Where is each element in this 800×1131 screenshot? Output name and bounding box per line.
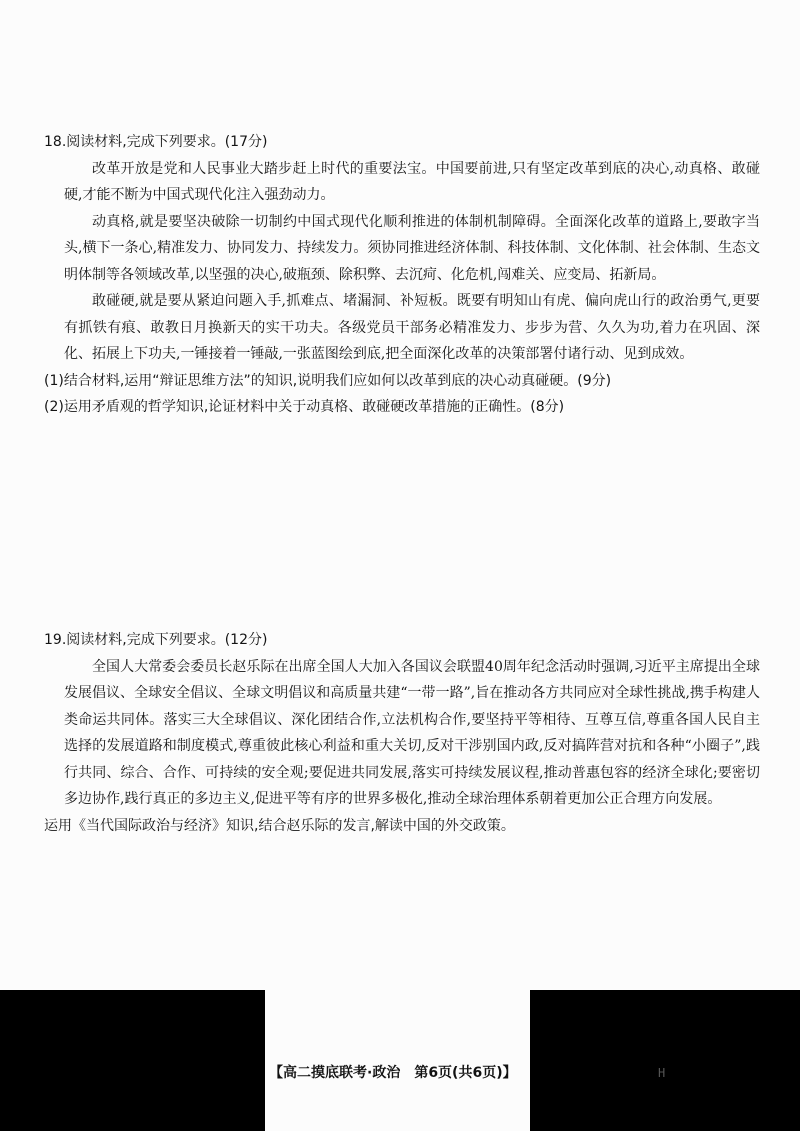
page-footer: 【高二摸底联考·政治 第6页(共6页)】: [269, 1065, 517, 1081]
corner-mark: H: [658, 1066, 666, 1080]
question-19: [44, 627, 760, 839]
question-19-title: 19.阅读材料,完成下列要求。(12分): [44, 632, 268, 648]
question-18-title: 18.阅读材料,完成下列要求。(17分): [44, 134, 268, 150]
question-18-subquestion-2: (2)运用矛盾观的哲学知识,论证材料中关于动真格、敢碰硬改革措施的正确性。(8分): [44, 399, 565, 415]
material-paragraph: 敢碰硬,就是要从紧迫问题入手,抓难点、堵漏洞、补短板。既要有明知山有虎、偏向虎山行的政治勇气,更要有抓铁有痕、敢教日月换新天的实干功夫。各级党员干部务必精准发力、步步为营、久久为功,着力在巩固、深化、拓展上下功夫,一锤接着一锤敲,一张蓝图绘到底,把全面深化改革的决策部署付诸行动、见到成效。: [64, 293, 760, 362]
redaction-block-left: [0, 990, 265, 1131]
material-paragraph: 动真格,就是要坚决破除一切制约中国式现代化顺利推进的体制机制障碍。全面深化改革的道路上,要敢字当头,横下一条心,精准发力、协同发力、持续发力。须协同推进经济体制、科技体制、文化体制、社会体制、生态文明体制等各领域改革,以坚强的决心,破瓶颈、除积弊、去沉疴、化危机,闯难关、应变局、拓新局。: [64, 213, 760, 283]
question-19-material: [44, 654, 760, 813]
question-18-subquestion-1: (1)结合材料,运用“辩证思维方法”的知识,说明我们应如何以改革到底的决心动真碰硬。(9分): [44, 372, 612, 389]
question-18: [44, 129, 760, 421]
question-19-task: 运用《当代国际政治与经济》知识,结合赵乐际的发言,解读中国的外交政策。: [44, 817, 515, 834]
question-18-material: [44, 156, 760, 368]
material-paragraph: 改革开放是党和人民事业大踏步赶上时代的重要法宝。中国要前进,只有坚定改革到底的决心,动真格、敢碰硬,才能不断为中国式现代化注入强劲动力。: [64, 160, 760, 203]
material-paragraph: 全国人大常委会委员长赵乐际在出席全国人大加入各国议会联盟40周年纪念活动时强调,习近平主席提出全球发展倡议、全球安全倡议、全球文明倡议和高质量共建“一带一路”,旨在推动各方共同应对全球性挑战,携手构建人类命运共同体。落实三大全球倡议、深化团结合作,立法机构合作,要坚持平等相待、互尊互信,尊重各国人民自主选择的发展道路和制度模式,尊重彼此核心利益和重大关切,反对干涉别国内政,反对搞阵营对抗和各种“小圈子”,践行共同、综合、合作、可持续的安全观;要促进共同发展,落实可持续发展议程,推动普惠包容的经济全球化;要密切多边协作,践行真正的多边主义,促进平等有序的世界多极化,推动全球治理体系朝着更加公正合理方向发展。: [64, 658, 760, 807]
redaction-block-right: [530, 990, 800, 1131]
